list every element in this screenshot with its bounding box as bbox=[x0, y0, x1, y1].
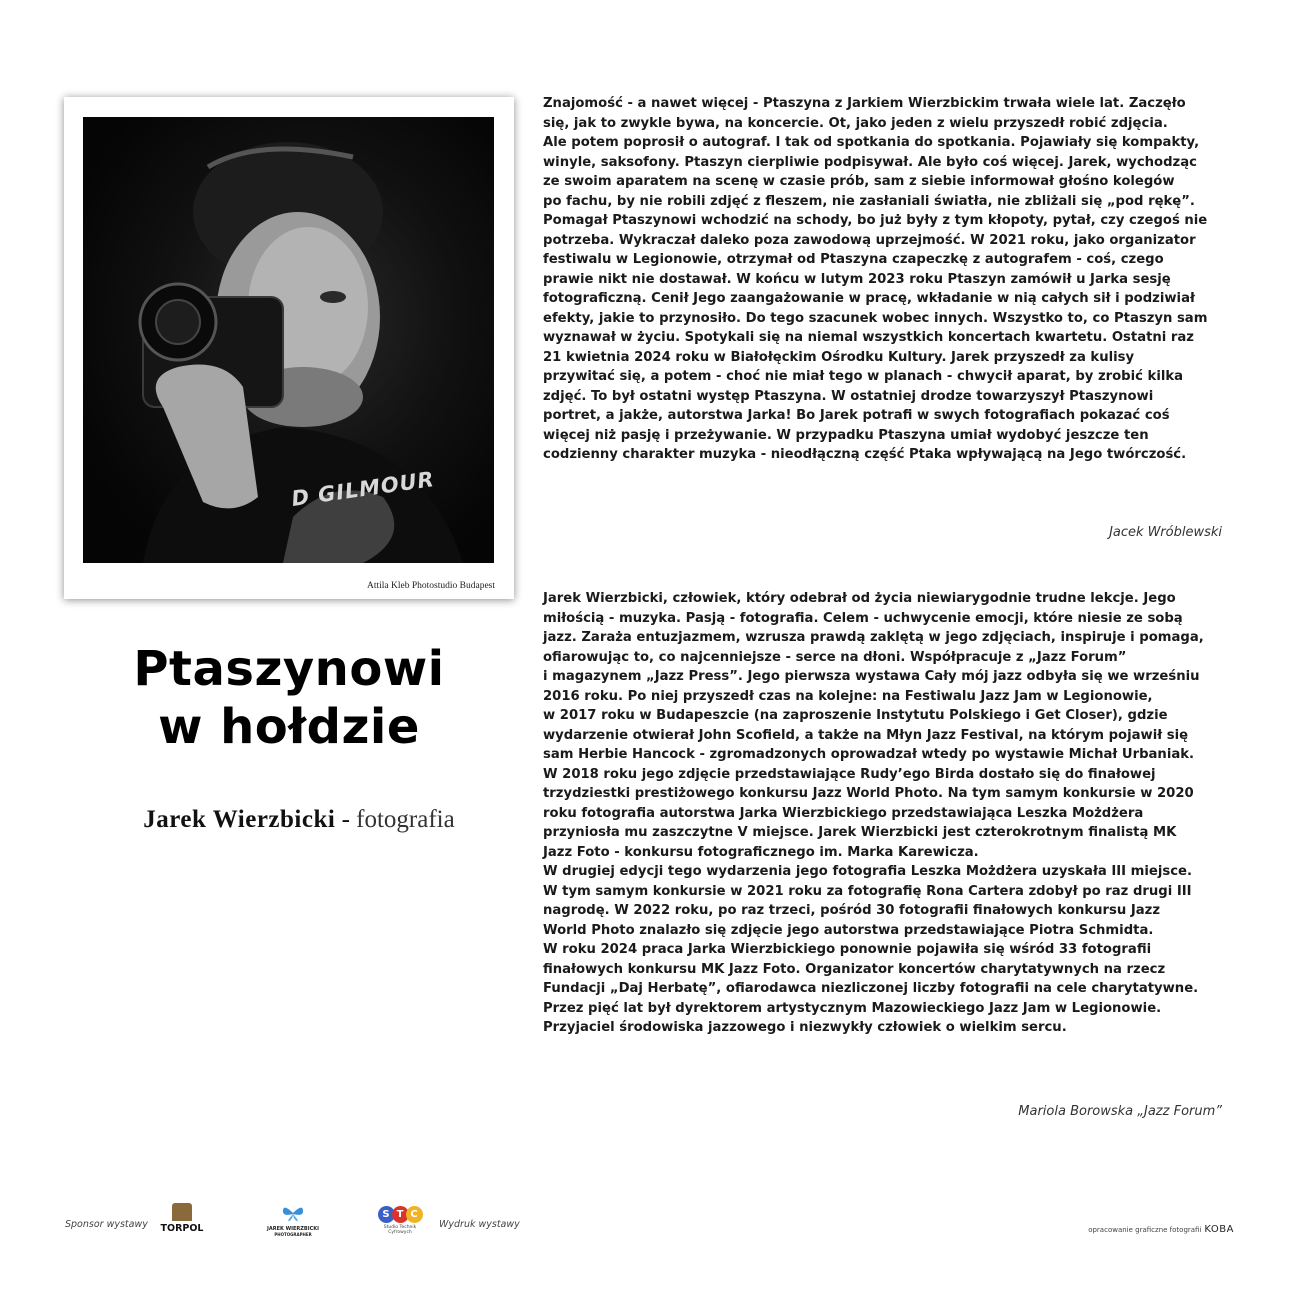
photo-credit: Attila Kleb Photostudio Budapest bbox=[367, 581, 495, 591]
article-2-author: Mariola Borowska „Jazz Forum” bbox=[1018, 1104, 1222, 1119]
article-1-text: Znajomość - a nawet więcej - Ptaszyna z Jarkiem Wierzbickim trwała wiele lat. Zaczęło się, jak to zwykle bywa, na koncercie. Ot, jako jeden z wielu przyszedł robić zdjęcia. Ale potem poprosił o autograf. I tak od spotkania do spotkania. Pojawiały się kompakty, winyle, saksofony. Ptaszyn cierpliwie podpisywał. Ale było coś więcej. Jarek, wychodząc ze swoim aparatem na scenę w czasie prób, sam z siebie informował głośno kolegów po fachu, by nie robili zdjęć z fleszem, nie zasłaniali światła, nie zbliżali się „pod rękę”. Pomagał Ptaszynowi wchodzić na schody, bo już były z tym kłopoty, pytał, czy czegoś nie potrzeba. Wykraczał daleko poza zawodową uprzejmość. W 2021 roku, jako organizator festiwalu w Legionowie, otrzymał od Ptaszyna czapeczkę z autografem - coś, czego prawie nikt nie dostawał. W końcu w lutym 2023 roku Ptaszyn zamówił u Jarka sesję fotograficzną. Cenił Jego zaangażowanie w pracę, wkładanie w nią całych sił i podziwiał efekty, jakie to przynosiło. Do tego szacunek wobec innych. Wszystko to, co Ptaszyn sam wyznawał w życiu. Spotykali się na niemal wszystkich koncertach kwartetu. Ostatni raz 21 kwietnia 2024 roku w Białołęckim Ośrodku Kultury. Jarek przyszedł za kulisy przywitać się, a potem - choć nie miał tego w planach - chwycił aparat, by zrobić kilka zdjęć. To był ostatni występ Ptaszyna. W ostatniej drodze towarzyszył Ptaszynowi portret, a jakże, autorstwa Jarka! Bo Jarek potrafi w swych fotografiach pokazać coś więcej niż pasję i przeżywanie. W przypadku Ptaszyna umiał wydobyć jeszcze ten codzienny charakter muzyka - nieodłączną część Ptaka wpływającą na Jego twórczość. bbox=[543, 96, 1208, 462]
graphic-credit-name: KOBA bbox=[1204, 1224, 1234, 1235]
portrait-photo bbox=[83, 117, 494, 563]
photo-frame bbox=[64, 97, 514, 599]
stc-letter-t: T bbox=[392, 1206, 409, 1223]
stc-logo bbox=[372, 1206, 428, 1235]
stc-logo-name: Studio Technik Cyfrowych bbox=[383, 1225, 417, 1235]
exhibition-subtitle bbox=[64, 806, 534, 834]
photographer-logo-line-1: JAREK WIERZBICKI bbox=[267, 1226, 319, 1232]
exhibition-title bbox=[64, 640, 514, 756]
photographer-logo bbox=[258, 1204, 328, 1238]
stc-letter-s: S bbox=[378, 1206, 395, 1223]
torpol-logo-text: TORPOL bbox=[160, 1223, 204, 1234]
title-line-1: Ptaszynowi bbox=[133, 641, 445, 697]
graphic-credit bbox=[1088, 1224, 1234, 1235]
torpol-mark-icon bbox=[172, 1203, 192, 1221]
butterfly-icon bbox=[282, 1204, 304, 1222]
portrait-illustration bbox=[83, 117, 494, 563]
torpol-logo bbox=[158, 1203, 206, 1234]
print-label: Wydruk wystawy bbox=[439, 1219, 520, 1230]
photographer-name: Jarek Wierzbicki bbox=[143, 806, 336, 833]
photographer-role: fotografia bbox=[356, 806, 455, 833]
shirt-print: D GILMOUR bbox=[290, 467, 437, 511]
sponsor-label: Sponsor wystawy bbox=[65, 1219, 148, 1230]
stc-letter-c: C bbox=[406, 1206, 423, 1223]
subtitle-separator: - bbox=[335, 806, 357, 833]
article-2-text: Jarek Wierzbicki, człowiek, który odebrał od życia niewiarygodnie trudne lekcje. Jego miłością - muzyka. Pasją - fotografia. Celem - uchwycenie emocji, które niesie ze sobą jazz. Zaraża entuzjazmem, wzrusza prawdą zaklętą w jego zdjęciach, inspiruje i pomaga, ofiarowując to, co najcenniejsze - serce na dłoni. Współpracuje z „Jazz Forum” i magazynem „Jazz Press”. Jego pierwsza wystawa Cały mój jazz odbyła się we wrześniu 2016 roku. Po niej przyszedł czas na kolejne: na Festiwalu Jazz Jam w Legionowie, w 2017 roku w Budapeszcie (na zaproszenie Instytutu Polskiego i Get Closer), gdzie wydarzenie otwierał John Scofield, a także na Młyn Jazz Festival, na którym pojawił się sam Herbie Hancock - zgromadzonych oprowadzał wtedy po wystawie Michał Urbaniak. W 2018 roku jego zdjęcie przedstawiające Rudy’ego Birda dostało się do finałowej trzydziestki prestiżowego konkursu Jazz World Photo. Na tym samym konkursie w 2020 roku fotografia autorstwa Jarka Wierzbickiego przedstawiająca Leszka Możdżera przyniosła mu zaszczytne V miejsce. Jarek Wierzbicki jest czterokrotnym finalistą MK Jazz Foto - konkursu fotograficznego im. Marka Karewicza. W drugiej edycji tego wydarzenia jego fotografia Leszka Możdżera uzyskała III miejsce. W tym samym konkursie w 2021 roku za fotografię Rona Cartera zdobył po raz drugi III nagrodę. W 2022 roku, po raz trzeci, pośród 30 fotografii finałowych konkursu Jazz World Photo znalazło się zdjęcie jego autorstwa przedstawiające Piotra Schmidta. W roku 2024 praca Jarka Wierzbickiego ponownie pojawiła się wśród 33 fotografii finałowych konkursu MK Jazz Foto. Organizator koncertów charytatywnych na rzecz Fundacji „Daj Herbatę”, ofiarodawca niezliczonej liczby fotografii na cele charytatywne. Przez pięć lat był dyrektorem artystycznym Mazowieckiego Jazz Jam w Legionowie. Przyjaciel środowiska jazzowego i niezwykły człowiek o wielkim sercu. bbox=[543, 591, 1204, 1035]
photographer-logo-line-2: PHOTOGRAPHER bbox=[274, 1232, 312, 1237]
title-line-2: w hołdzie bbox=[158, 699, 420, 755]
graphic-credit-label: opracowanie graficzne fotografii bbox=[1088, 1226, 1202, 1234]
article-1-author: Jacek Wróblewski bbox=[1109, 525, 1222, 540]
